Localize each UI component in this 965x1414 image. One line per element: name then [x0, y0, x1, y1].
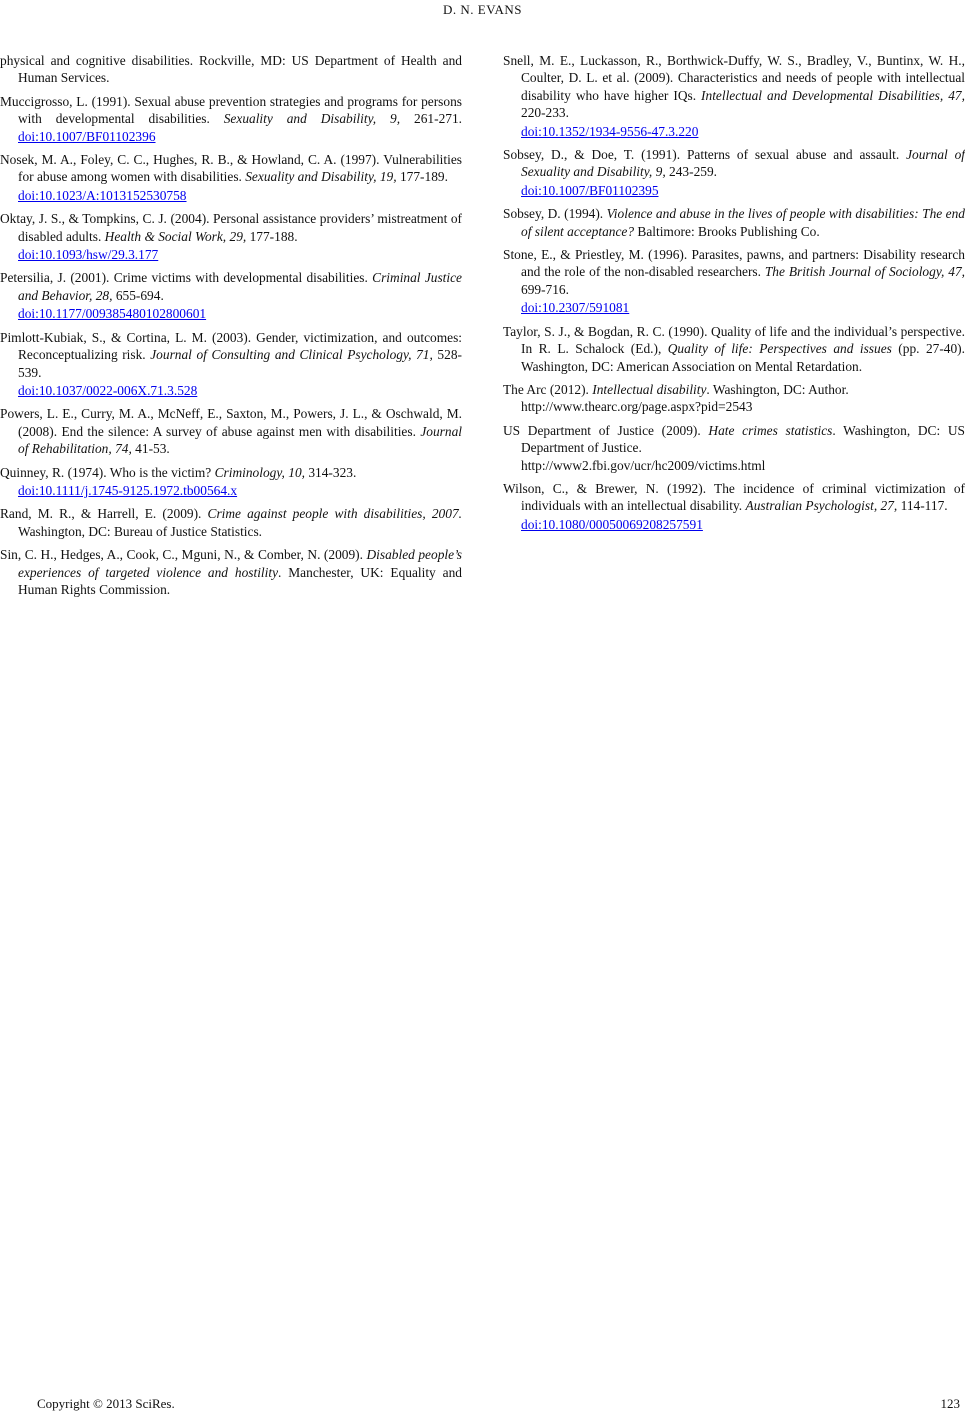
reference-publisher: (pp. 27-40). Washington, DC: American Association on Mental Retardation. [521, 341, 965, 374]
reference-publisher: . Manchester, UK: Equality and Human Rights Commission. [18, 564, 462, 597]
doi-link[interactable]: doi:10.2307/591081 [521, 300, 630, 316]
reference-text: Quinney, R. (1974). Who is the victim? [0, 464, 215, 480]
reference-entry [503, 381, 965, 416]
reference-pages: 243-259. [665, 164, 718, 180]
reference-title: Intellectual disability [592, 381, 707, 397]
reference-pages: 528-539. [18, 347, 462, 380]
reference-entry [503, 52, 965, 140]
reference-journal: Criminal Justice and Behavior, 28, [18, 270, 463, 303]
reference-journal: Journal of Consulting and Clinical Psychology, 71, [150, 347, 433, 363]
reference-title: Disabled people’s experiences of targeted violence and hostility [18, 547, 462, 580]
copyright-notice: Copyright © 2013 SciRes. [37, 1396, 175, 1411]
reference-journal: The British Journal of Sociology, 47, [764, 264, 965, 280]
reference-text: Taylor, S. J., & Bogdan, R. C. (1990). Quality of life and the individual’s perspective. In R. L. Schalock (Ed.), [503, 323, 965, 357]
reference-journal: Sexuality and Disability, 19, [245, 169, 397, 185]
reference-entry [0, 93, 462, 145]
reference-title: Quality of life: Perspectives and issues [667, 341, 892, 357]
reference-entry [0, 405, 462, 457]
reference-journal: Journal of Rehabilitation, 74, [18, 423, 462, 457]
reference-journal: Intellectual and Developmental Disabilities, 47, [701, 87, 965, 103]
reference-text: Stone, E., & Priestley, M. (1996). Parasites, pawns, and partners: Disability research and the role of the non-disabled researchers. [503, 247, 965, 280]
reference-publisher: Washington, DC: Bureau of Justice Statistics. [18, 523, 263, 539]
reference-continuation-text: physical and cognitive disabilities. Rockville, MD: US Department of Health and Human Services. [0, 53, 462, 86]
reference-pages: 655-694. [112, 287, 164, 303]
reference-entry [503, 246, 965, 317]
doi-link[interactable]: doi:10.1007/BF01102395 [521, 182, 659, 198]
reference-entry [503, 323, 965, 375]
references-left-column [0, 52, 462, 604]
reference-publisher: . Washington, DC: Author. [706, 381, 849, 397]
reference-text: Powers, L. E., Curry, M. A., McNeff, E., Saxton, M., Powers, J. L., & Oschwald, M. (2008). End the silence: A survey of abuse against men with disabilities. [0, 406, 462, 439]
reference-title: Hate crimes statistics [708, 422, 833, 438]
reference-entry [503, 422, 965, 474]
reference-journal: Health & Social Work, 29, [104, 228, 247, 244]
reference-text: Sobsey, D., & Doe, T. (1991). Patterns of sexual abuse and assault. [503, 147, 907, 163]
reference-journal: Journal of Sexuality and Disability, 9, [521, 147, 965, 180]
reference-journal: Sexuality and Disability, 9, [223, 111, 401, 127]
reference-title: Violence and abuse in the lives of people with disabilities: The end of silent acceptance? [521, 206, 965, 239]
doi-link[interactable]: doi:10.1023/A:1013152530758 [18, 187, 187, 203]
doi-link[interactable]: doi:10.1080/00050069208257591 [521, 516, 703, 532]
reference-journal: Criminology, 10, [214, 464, 305, 480]
reference-pages: 220-233. [521, 105, 569, 121]
reference-text: Muccigrosso, L. (1991). Sexual abuse prevention strategies and programs for persons with developmental disabilities. [0, 93, 462, 127]
reference-publisher: . Washington, DC: US Department of Justice. [521, 422, 965, 456]
reference-entry [0, 505, 462, 540]
reference-entry [503, 146, 965, 199]
reference-entry [503, 205, 965, 240]
reference-journal: Australian Psychologist, 27, [745, 498, 898, 514]
reference-pages: 261-271. [400, 111, 462, 127]
reference-pages: 314-323. [305, 464, 357, 480]
reference-pages: 699-716. [521, 281, 569, 297]
reference-pages: 177-189. [396, 169, 448, 185]
reference-entry [0, 464, 462, 500]
reference-text: Oktay, J. S., & Tompkins, C. J. (2004). Personal assistance providers’ mistreatment of disabled adults. [0, 211, 462, 244]
doi-link[interactable]: doi:10.1007/BF01102396 [18, 128, 156, 144]
reference-pages: 114-117. [897, 498, 948, 514]
reference-text: Wilson, C., & Brewer, N. (1992). The incidence of criminal victimization of individuals with an intellectual disability. [503, 480, 965, 514]
doi-link[interactable]: doi:10.1352/1934-9556-47.3.220 [521, 123, 699, 139]
references-right-column [503, 52, 965, 539]
page-number: 123 [940, 1396, 960, 1411]
reference-text: US Department of Justice (2009). [503, 422, 709, 438]
reference-entry [0, 329, 462, 400]
reference-pages: 41-53. [131, 441, 170, 457]
reference-text: Nosek, M. A., Foley, C. C., Hughes, R. B., & Howland, C. A. (1997). Vulnerabilities for abuse among women with disabilities. [0, 152, 462, 185]
reference-entry [503, 480, 965, 533]
doi-link[interactable]: doi:10.1037/0022-006X.71.3.528 [18, 382, 198, 398]
reference-entry [0, 546, 462, 598]
reference-entry [0, 210, 462, 263]
reference-text: Rand, M. R., & Harrell, E. (2009). [0, 506, 208, 522]
reference-entry [0, 151, 462, 204]
reference-text: Pimlott-Kubiak, S., & Cortina, L. M. (2003). Gender, victimization, and outcomes: Reconceptualizing risk. [0, 329, 462, 363]
reference-url[interactable]: http://www.thearc.org/page.aspx?pid=2543 [521, 399, 753, 415]
doi-link[interactable]: doi:10.1111/j.1745-9125.1972.tb00564.x [18, 482, 238, 498]
reference-url[interactable]: http://www2.fbi.gov/ucr/hc2009/victims.html [521, 457, 766, 473]
reference-text: Petersilia, J. (2001). Crime victims with developmental disabilities. [0, 270, 373, 286]
reference-title: Crime against people with disabilities, 2007. [207, 506, 462, 522]
running-header: D. N. EVANS [443, 2, 522, 17]
reference-publisher: Baltimore: Brooks Publishing Co. [634, 223, 820, 239]
doi-link[interactable]: doi:10.1177/009385480102800601 [18, 306, 207, 322]
reference-text: Sobsey, D. (1994). [503, 206, 607, 222]
reference-entry [0, 269, 462, 322]
reference-text: Sin, C. H., Hedges, A., Cook, C., Mguni, N., & Comber, N. (2009). [0, 547, 367, 563]
doi-link[interactable]: doi:10.1093/hsw/29.3.177 [18, 247, 159, 263]
reference-text: The Arc (2012). [503, 381, 593, 397]
reference-text: Snell, M. E., Luckasson, R., Borthwick-Duffy, W. S., Bradley, V., Buntinx, W. H., Coulter, D. L. et al. (2009). Characteristics and needs of people with intellectual disability who have higher IQs. [503, 53, 965, 103]
reference-entry [0, 52, 462, 87]
reference-pages: 177-188. [246, 228, 298, 244]
page-footer [37, 1396, 960, 1412]
